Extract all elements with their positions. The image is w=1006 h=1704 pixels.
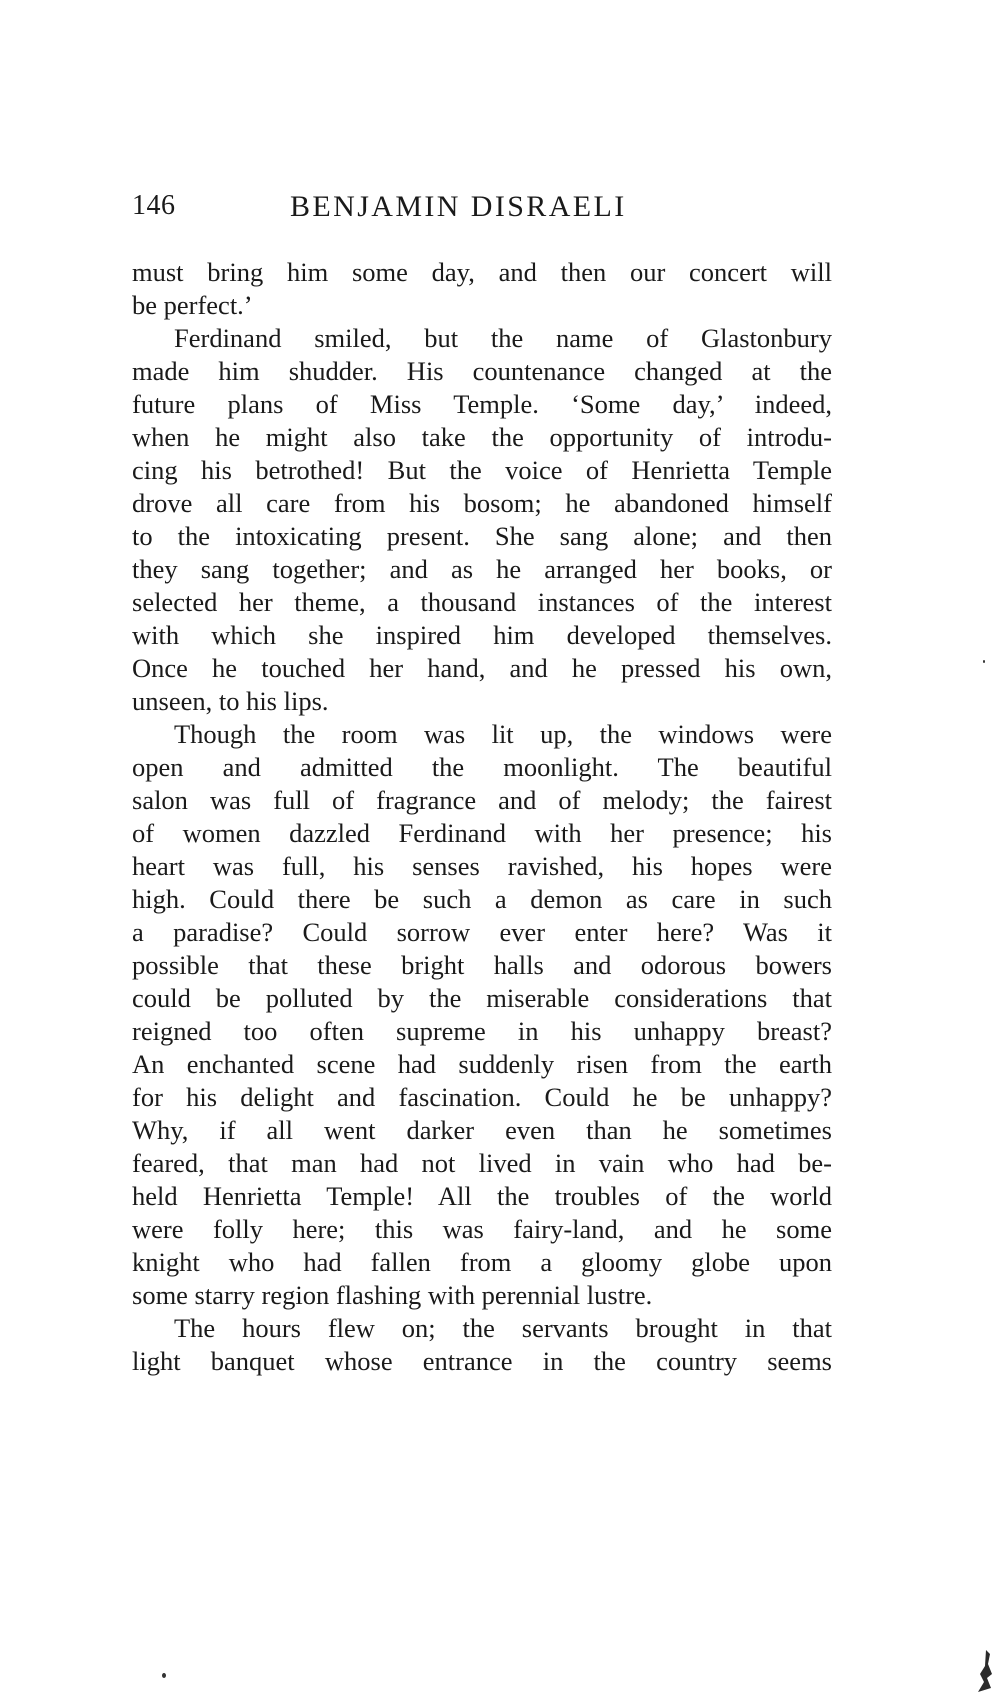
text-line: Ferdinand smiled, but the name of Glastonbury bbox=[174, 323, 832, 353]
scan-edge-mark bbox=[972, 1648, 996, 1694]
text-line: of women dazzled Ferdinand with her presence; his bbox=[132, 818, 832, 848]
text-line: future plans of Miss Temple. ‘Some day,’ indeed, bbox=[132, 389, 832, 419]
text-line: possible that these bright halls and odorous bowers bbox=[132, 950, 832, 980]
text-line: to the intoxicating present. She sang alone; and then bbox=[132, 521, 832, 551]
text-line: feared, that man had not lived in vain who had be- bbox=[132, 1148, 832, 1178]
page-number: 146 bbox=[132, 190, 176, 221]
text-line: were folly here; this was fairy-land, and he some bbox=[132, 1214, 832, 1244]
text-line: Why, if all went darker even than he sometimes bbox=[132, 1115, 832, 1145]
text-line: selected her theme, a thousand instances of the interest bbox=[132, 587, 832, 617]
scan-speck bbox=[162, 1673, 166, 1678]
text-line: held Henrietta Temple! All the troubles of the world bbox=[132, 1181, 832, 1211]
text-line: knight who had fallen from a gloomy globe upon bbox=[132, 1247, 832, 1277]
text-line: a paradise? Could sorrow ever enter here? Was it bbox=[132, 917, 832, 947]
text-line: The hours flew on; the servants brought in that bbox=[174, 1313, 832, 1343]
text-line: Though the room was lit up, the windows were bbox=[174, 719, 832, 749]
text-line: light banquet whose entrance in the country seems bbox=[132, 1346, 832, 1376]
book-title: BENJAMIN DISRAELI bbox=[290, 190, 627, 223]
text-line: salon was full of fragrance and of melody; the fairest bbox=[132, 785, 832, 815]
text-line: Once he touched her hand, and he pressed his own, bbox=[132, 653, 832, 683]
text-line: when he might also take the opportunity of introdu- bbox=[132, 422, 832, 452]
body-text bbox=[132, 256, 832, 1378]
text-line: some starry region flashing with perennial lustre. bbox=[132, 1280, 653, 1310]
text-line: must bring him some day, and then our concert will bbox=[132, 257, 832, 287]
text-line: unseen, to his lips. bbox=[132, 686, 329, 716]
text-line: could be polluted by the miserable considerations that bbox=[132, 983, 832, 1013]
text-line: open and admitted the moonlight. The beautiful bbox=[132, 752, 832, 782]
text-line: with which she inspired him developed themselves. bbox=[132, 620, 832, 650]
scan-speck bbox=[983, 660, 985, 663]
text-line: high. Could there be such a demon as care in such bbox=[132, 884, 832, 914]
running-header bbox=[132, 190, 832, 236]
text-line: they sang together; and as he arranged her books, or bbox=[132, 554, 832, 584]
text-line: drove all care from his bosom; he abandoned himself bbox=[132, 488, 832, 518]
text-line: for his delight and fascination. Could he be unhappy? bbox=[132, 1082, 832, 1112]
text-line: be perfect.’ bbox=[132, 290, 253, 320]
text-line: made him shudder. His countenance changed at the bbox=[132, 356, 832, 386]
text-line: heart was full, his senses ravished, his hopes were bbox=[132, 851, 832, 881]
text-line: An enchanted scene had suddenly risen from the earth bbox=[132, 1049, 832, 1079]
text-line: reigned too often supreme in his unhappy breast? bbox=[132, 1016, 832, 1046]
text-line: cing his betrothed! But the voice of Henrietta Temple bbox=[132, 455, 832, 485]
